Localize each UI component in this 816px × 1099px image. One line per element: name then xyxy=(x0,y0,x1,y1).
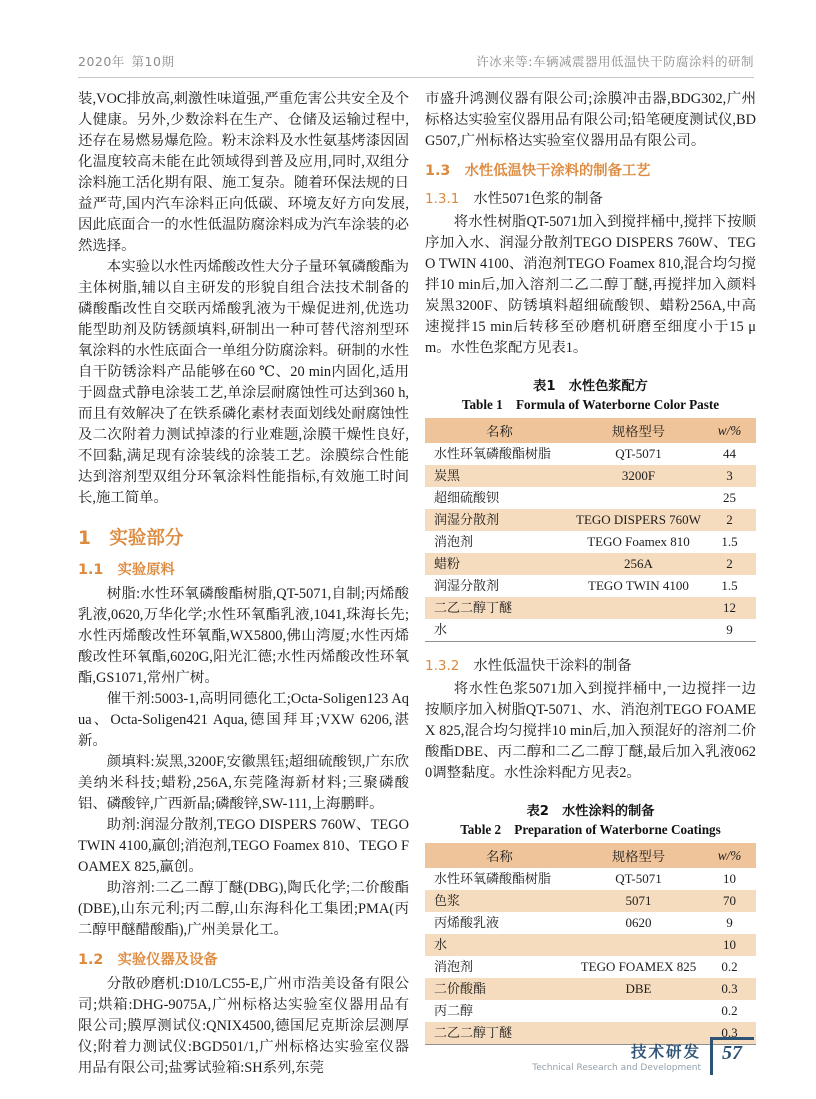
name-cell: 水 xyxy=(425,934,574,956)
table-row xyxy=(425,509,756,531)
name-cell: 润湿分散剂 xyxy=(434,578,500,593)
weight-cell: 44 xyxy=(723,446,736,461)
spec-cell: TEGO TWIN 4100 xyxy=(588,578,689,593)
two-column-body xyxy=(78,89,756,1079)
subsubsection-heading-coating xyxy=(425,654,756,675)
name-cell: 二乙二醇丁醚 xyxy=(425,1022,574,1045)
spec-cell: QT-5071 xyxy=(615,446,662,461)
table-row xyxy=(425,890,756,912)
header-divider xyxy=(78,77,754,78)
column-header: w/% xyxy=(703,418,756,443)
paragraph: 装,VOC排放高,刺激性味道强,严重危害公共安全及个人健康。另外,少数涂料在生产、仓储及运输过程中,还存在易燃易爆危险。粉末涂料及水性氨基烤漆因固化温度较高未能在此领域得到普及应用,同时,双组分涂料施工活化期有限、施工复杂。随着环保法规的日益严苛,国内汽车涂料正向低碳、环境友好方向发展,因此底面合一的水性低温防腐涂料成为汽车涂装的必然选择。 xyxy=(78,91,409,254)
header-running-title: 许冰来等:车辆减震器用低温快干防腐涂料的研制 xyxy=(476,54,754,69)
column-header: 规格型号 xyxy=(574,843,703,868)
table-row xyxy=(425,912,756,934)
left-column xyxy=(78,89,409,1079)
table-row xyxy=(425,868,756,890)
table-header-row xyxy=(425,843,756,868)
footer-section-cn: 技术研发 xyxy=(630,1043,701,1061)
weight-cell: 9 xyxy=(703,619,756,642)
paragraph: 树脂:水性环氧磷酸酯树脂,QT-5071,自制;丙烯酸乳液,0620,万华化学;水性环氧酯乳液,1041,珠海长先;水性丙烯酸改性环氧酯,WX5800,佛山湾厦;水性丙烯酸改性环氧酯,6020G,阳光汇德;水性丙烯酸改性环氧酯,GS1071,常州广树。 xyxy=(78,586,409,686)
paragraph: 助剂:润湿分散剂,TEGO DISPERS 760W、TEGO TWIN 4100,赢创;消泡剂,TEGO Foamex 810、TEGO FOAMEX 825,赢创。 xyxy=(78,817,409,875)
paragraph: 市盛升鸿测仪器有限公司;涂膜冲击器,BDG302,广州标格达实验室仪器用品有限公司;铅笔硬度测试仪,BDG507,广州标格达实验室仪器用品有限公司。 xyxy=(425,91,756,149)
spec-cell xyxy=(574,487,703,509)
footer-section-en: Technical Research and Development xyxy=(532,1063,701,1073)
running-header xyxy=(78,52,754,70)
weight-cell: 9 xyxy=(726,915,733,930)
table-header-row xyxy=(425,418,756,443)
name-cell: 润湿分散剂 xyxy=(425,509,574,531)
paragraph: 颜填料:炭黑,3200F,安徽黑钰;超细硫酸钡,广东欣美纳米科技;蜡粉,256A,东莞隆海新材料;三聚磷酸铝、磷酸锌,广西新晶;磷酸锌,SW-111,上海鹏畔。 xyxy=(78,754,409,812)
weight-cell: 70 xyxy=(703,890,756,912)
table-title-en: Table 1 Formula of Waterborne Color Paste xyxy=(461,397,720,412)
spec-cell xyxy=(574,597,703,619)
column-header: 名称 xyxy=(425,418,574,443)
paragraph: 分散砂磨机:D10/LC55-E,广州市浩美设备有限公司;烘箱:DHG-9075A,广州标格达实验室仪器用品有限公司;膜厚测试仪:QNIX4500,德国尼克斯涂层测厚仪;附着力测试仪:BGD501/1,广州标格达实验室仪器用品有限公司;盐雾试验箱:SH系列,东莞 xyxy=(78,976,409,1076)
color-paste-table xyxy=(425,418,756,642)
column-header: 名称 xyxy=(425,843,574,868)
spec-cell xyxy=(574,1000,703,1022)
weight-cell: 10 xyxy=(723,871,736,886)
name-cell: 水 xyxy=(425,619,574,642)
weight-cell: 1.5 xyxy=(721,534,738,549)
table-row xyxy=(425,531,756,553)
weight-cell: 2 xyxy=(703,509,756,531)
name-cell: 消泡剂 xyxy=(434,534,474,549)
page-number: 57 xyxy=(710,1037,754,1075)
weight-cell: 2 xyxy=(703,553,756,575)
paragraph: 将水性色浆5071加入到搅拌桶中,一边搅拌一边按顺序加入树脂QT-5071、水、消泡剂TEGO FOAMEX 825,混合均匀搅拌10 min后,加入预混好的溶剂二价酸酯DBE、丙二醇和二乙二醇丁醚,最后加入乳液0620调整黏度。水性涂料配方见表2。 xyxy=(425,681,756,781)
table-1-color-paste xyxy=(425,375,756,642)
name-cell: 水性环氧磷酸酯树脂 xyxy=(434,446,552,461)
name-cell: 色浆 xyxy=(425,890,574,912)
name-cell: 消泡剂 xyxy=(434,959,474,974)
paragraph: 将水性树脂QT-5071加入到搅拌桶中,搅拌下按顺序加入水、润湿分散剂TEGO DISPERS 760W、TEGO TWIN 4100、消泡剂TEGO Foamex 810,混合均匀搅拌10 min后,加入溶剂二乙二醇丁醚,再搅拌加入颜料炭黑3200F、防锈填料超细硫酸钡、蜡粉256A,中高速搅拌15 min后转移至砂磨机研磨至细度小于15 μm。水性色浆配方见表1。 xyxy=(425,214,756,356)
weight-cell: 10 xyxy=(703,934,756,956)
table-row xyxy=(425,487,756,509)
name-cell: 超细硫酸钡 xyxy=(434,490,500,505)
subsection-heading-process: 1.3 水性低温快干涂料的制备工艺 xyxy=(425,163,651,179)
table-row xyxy=(425,934,756,956)
table-row xyxy=(425,956,756,978)
table-row xyxy=(425,619,756,642)
section-heading-experiment: 1 实验部分 xyxy=(78,528,184,549)
footer-section-labels xyxy=(532,1037,701,1073)
column-header: w/% xyxy=(703,843,756,868)
paragraph: 催干剂:5003-1,高明同德化工;Octa-Soligen123 Aqua、Octa-Soligen421 Aqua,德国拜耳;VXW 6206,湛新。 xyxy=(78,691,409,749)
weight-cell: 0.3 xyxy=(703,1022,756,1045)
spec-cell: QT-5071 xyxy=(615,871,662,886)
weight-cell: 25 xyxy=(723,490,736,505)
column-header: 规格型号 xyxy=(574,418,703,443)
paragraph: 助溶剂:二乙二醇丁醚(DBG),陶氏化学;二价酸酯(DBE),山东元利;丙二醇,山东海科化工集团;PMA(丙二醇甲醚醋酸酯),广州美景化工。 xyxy=(78,880,409,938)
table-row xyxy=(425,443,756,465)
weight-cell: 0.3 xyxy=(703,978,756,1000)
paragraph: 本实验以水性丙烯酸改性大分子量环氧磷酸酯为主体树脂,辅以自主研发的形貌自组合法技术制备的磷酸酯改性自交联丙烯酸乳液为干燥促进剂,优选功能型助剂及防锈颜填料,研制出一种可替代溶剂型环氧涂料的水性底面合一单组分防腐涂料。研制的水性自干防锈涂料产品能够在60 ℃、20 min内固化,适用于圆盘式静电涂装工艺,单涂层耐腐蚀性可达到360 h,而且有效解决了在铁系磷化素材表面划线处耐腐蚀性及二次附着力测试掉漆的行业难题,涂膜干燥性良好,不回黏,满足现有涂装线的涂装工艺。涂膜综合性能达到溶剂型双组分环氧涂料性能指标,有效施工时间长,施工简单。 xyxy=(78,259,410,506)
spec-cell: 3200F xyxy=(574,465,703,487)
name-cell: 蜡粉 xyxy=(425,553,574,575)
weight-cell: 3 xyxy=(703,465,756,487)
subsection-heading-equipment: 1.2 实验仪器及设备 xyxy=(78,952,218,968)
subsubsection-heading-paste xyxy=(425,187,756,208)
table-2-coating xyxy=(425,800,756,1045)
table-row xyxy=(425,575,756,597)
coating-table xyxy=(425,843,756,1045)
table-row xyxy=(425,465,756,487)
name-cell: 丙二醇 xyxy=(434,1003,474,1018)
weight-cell: 12 xyxy=(703,597,756,619)
name-cell: 炭黑 xyxy=(425,465,574,487)
heading-number: 1.3.1 xyxy=(425,191,460,207)
table-row xyxy=(425,1000,756,1022)
table-title-cn: 表1 水性色浆配方 xyxy=(533,379,648,394)
weight-cell: 0.2 xyxy=(721,959,738,974)
name-cell: 二乙二醇丁醚 xyxy=(425,597,574,619)
table-row xyxy=(425,978,756,1000)
heading-text: 水性5071色浆的制备 xyxy=(473,191,603,207)
spec-cell: 256A xyxy=(574,553,703,575)
spec-cell: 5071 xyxy=(574,890,703,912)
weight-cell: 0.2 xyxy=(721,1003,738,1018)
spec-cell: TEGO DISPERS 760W xyxy=(574,509,703,531)
name-cell: 水性环氧磷酸酯树脂 xyxy=(434,871,552,886)
subsection-heading-materials: 1.1 实验原料 xyxy=(78,562,175,578)
header-issue: 2020年 第10期 xyxy=(78,54,175,69)
table-title-cn: 表2 水性涂料的制备 xyxy=(526,804,655,819)
spec-cell: DBE xyxy=(574,978,703,1000)
heading-number: 1.3.2 xyxy=(425,658,460,674)
spec-cell xyxy=(574,934,703,956)
table-row xyxy=(425,553,756,575)
page-footer xyxy=(532,1037,754,1075)
table-row xyxy=(425,597,756,619)
heading-text: 水性低温快干涂料的制备 xyxy=(473,658,632,674)
spec-cell: TEGO FOAMEX 825 xyxy=(580,959,697,974)
right-column xyxy=(425,89,756,1079)
spec-cell: TEGO Foamex 810 xyxy=(587,534,690,549)
spec-cell xyxy=(574,619,703,642)
spec-cell: 0620 xyxy=(625,915,652,930)
table-title-en: Table 2 Preparation of Waterborne Coatings xyxy=(460,822,721,837)
name-cell: 丙烯酸乳液 xyxy=(434,915,500,930)
name-cell: 二价酸酯 xyxy=(425,978,574,1000)
weight-cell: 1.5 xyxy=(721,578,738,593)
